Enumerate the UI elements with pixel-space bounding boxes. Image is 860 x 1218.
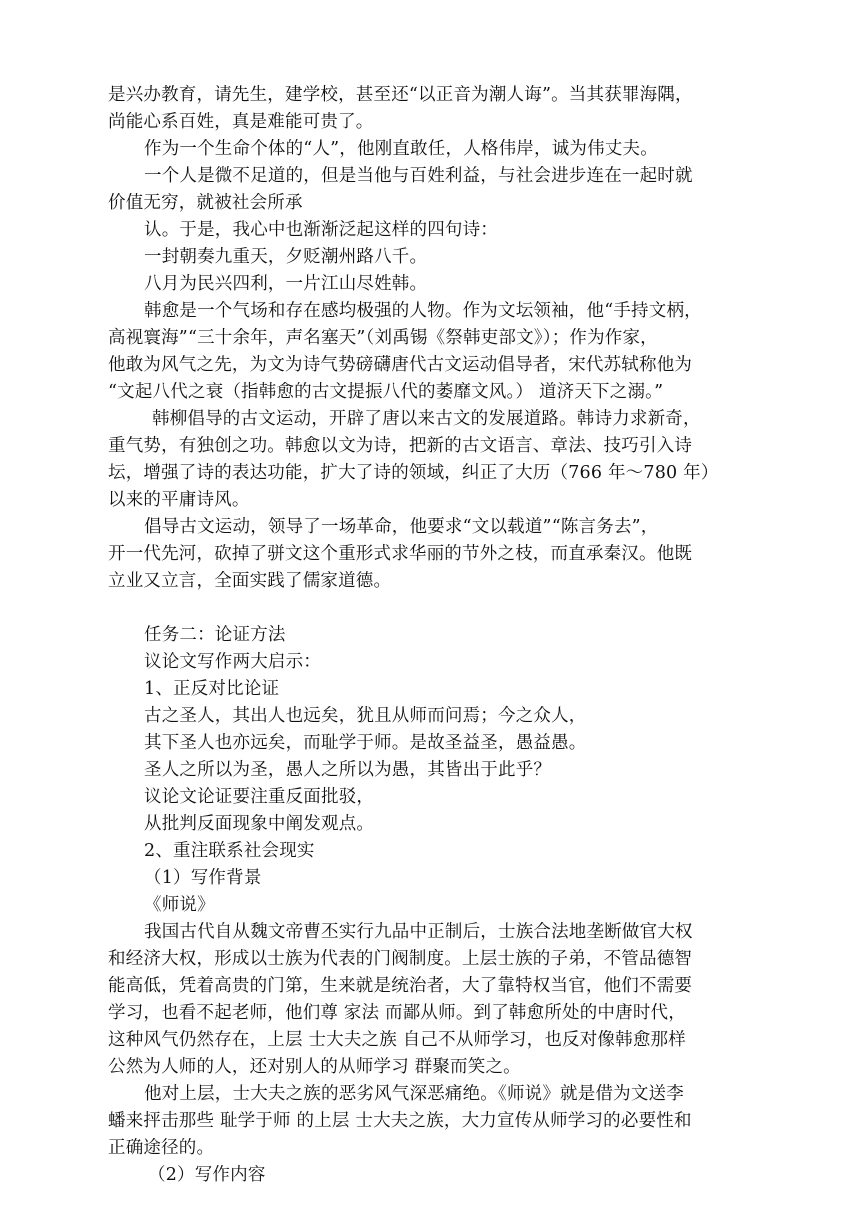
text-line: 这种风气仍然存在，上层 士大夫之族 自己不从师学习，也反对像韩愈那样 [108, 1030, 686, 1050]
text-line: 一个人是微不足道的，但是当他与百姓利益，与社会进步连在一起时就 [144, 166, 693, 186]
sub-heading: （2）写作内容 [148, 1165, 266, 1185]
text-line: 立业又立言，全面实践了儒家道德。 [108, 571, 392, 591]
poem-line: 一封朝奏九重天，夕贬潮州路八千。 [144, 247, 428, 267]
text-line: 尚能心系百姓，真是难能可贵了。 [108, 112, 374, 132]
text-line: 作为一个生命个体的“人”，他刚直敢任，人格伟岸，诚为伟丈夫。 [144, 139, 658, 159]
list-heading: 1、正反对比论证 [144, 679, 280, 699]
text-line: 价值无穷，就被社会所承 [108, 193, 303, 213]
text-line: 他敢为风气之先，为文为诗气势磅礴唐代古文运动倡导者，宋代苏轼称他为 [108, 355, 693, 375]
text-line: 认。于是，我心中也渐渐泛起这样的四句诗： [144, 220, 498, 240]
text-line: 韩柳倡导的古文运动，开辟了唐以来古文的发展道路。韩诗力求新奇， [152, 409, 701, 429]
text-line: 坛，增强了诗的表达功能，扩大了诗的领域，纠正了大历（766 年～780 年） [108, 463, 719, 483]
text-line: 韩愈是一个气场和存在感均极强的人物。作为文坛领袖，他“手持文柄， [144, 301, 702, 321]
text-line: 《师说》 [144, 895, 215, 915]
text-line: 议论文论证要注重反面批驳， [144, 787, 375, 807]
text-line: “文起八代之衰（指韩愈的古文提振八代的萎靡文风。） 道济天下之溺。” [108, 382, 664, 402]
text-line: 和经济大权，形成以士族为代表的门阀制度。上层士族的子弟，不管品德智 [108, 949, 693, 969]
text-line: 蟠来抨击那些 耻学于师 的上层 士大夫之族，大力宣传从师学习的必要性和 [108, 1111, 692, 1131]
text-line: 开一代先河，砍掉了骈文这个重形式求华丽的节外之枝，而直承秦汉。他既 [108, 544, 693, 564]
text-line: 我国古代自从魏文帝曹丕实行九品中正制后，士族合法地垄断做官大权 [144, 922, 693, 942]
sub-heading: （1）写作背景 [144, 868, 262, 888]
blank-line [108, 595, 754, 622]
text-line: 以来的平庸诗风。 [108, 490, 250, 510]
quote-line: 古之圣人，其出人也远矣，犹且从师而问焉；今之众人， [144, 706, 587, 726]
text-line: 他对上层，士大夫之族的恶劣风气深恶痛绝。《师说》就是借为文送李 [144, 1084, 684, 1104]
text-line: 高视寰海”“三十余年，声名塞天”（刘禹锡《祭韩吏部文》）；作为作家， [108, 328, 658, 348]
text-line: 公然为人师的人，还对别人的从师学习 群聚而笑之。 [108, 1057, 521, 1077]
text-line: 重气势，有独创之功。韩愈以文为诗，把新的古文语言、章法、技巧引入诗 [108, 436, 693, 456]
quote-line: 其下圣人也亦远矣，而耻学于师。是故圣益圣，愚益愚。 [144, 733, 587, 753]
text-line: 正确途径的。 [108, 1138, 215, 1158]
poem-line: 八月为民兴四利，一片江山尽姓韩。 [144, 274, 428, 294]
text-line: 能高低，凭着高贵的门第，生来就是统治者，大了靠特权当官，他们不需要 [108, 976, 693, 996]
text-line: 学习，也看不起老师，他们尊 家法 而鄙从师。到了韩愈所处的中唐时代， [108, 1003, 686, 1023]
section-heading: 任务二：论证方法 [144, 625, 286, 645]
text-line: 从批判反面现象中阐发观点。 [144, 814, 375, 834]
list-heading: 2、重注联系社会现实 [144, 841, 315, 861]
quote-line: 圣人之所以为圣，愚人之所以为愚，其皆出于此乎？ [144, 760, 552, 780]
text-line: 是兴办教育，请先生，建学校，甚至还“以正音为潮人诲”。当其获罪海隅， [108, 85, 693, 105]
text-line: 倡导古文运动，领导了一场革命，他要求“文以载道”“陈言务去”， [144, 517, 659, 537]
document-page [108, 82, 754, 1189]
text-line: 议论文写作两大启示： [144, 652, 321, 672]
